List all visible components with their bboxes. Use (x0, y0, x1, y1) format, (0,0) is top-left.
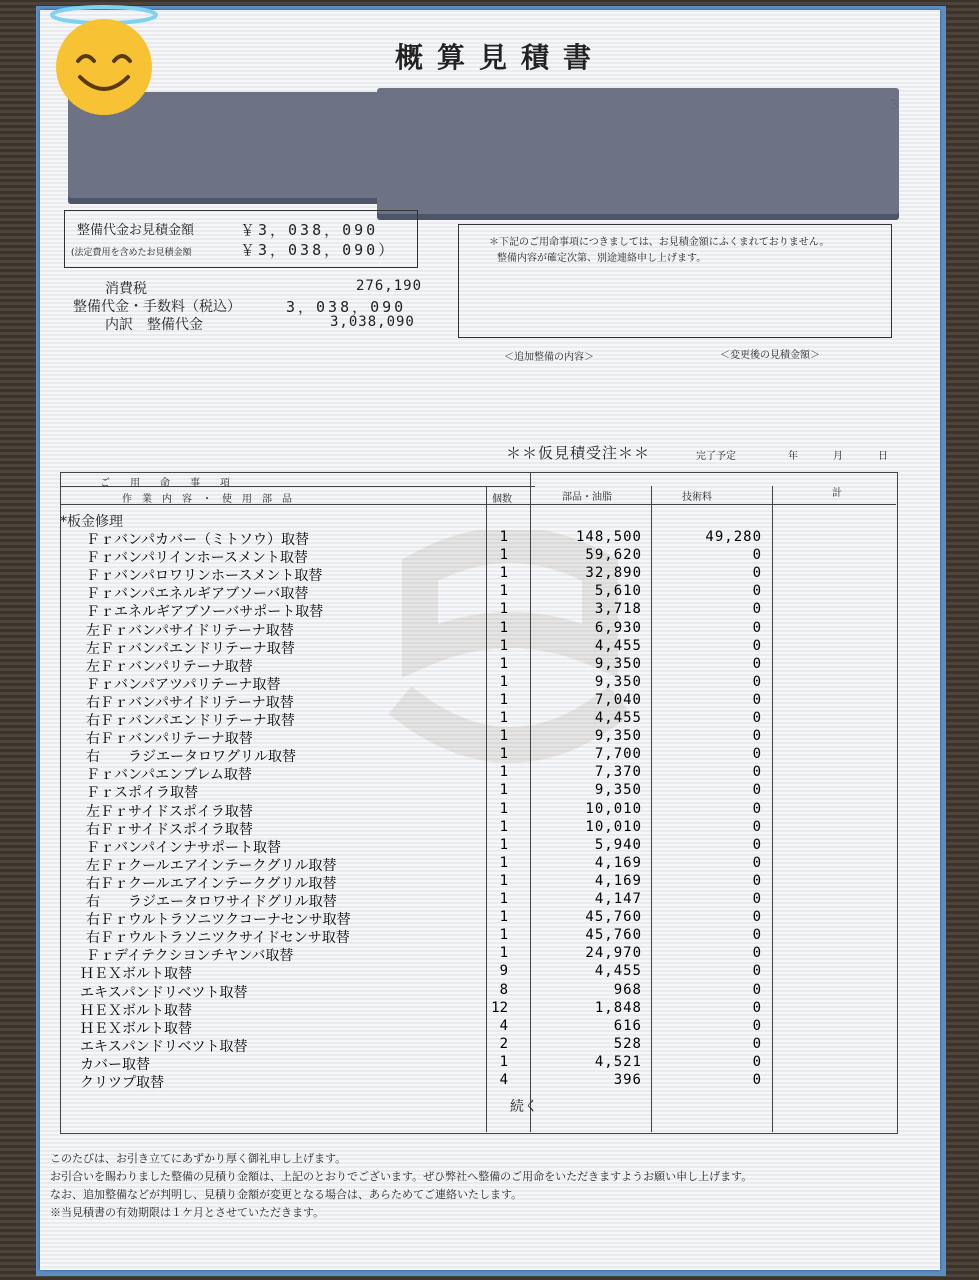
item-tech-fee: 0 (752, 891, 762, 907)
item-tech-fee: 0 (752, 583, 762, 600)
header-total: 計 (832, 488, 842, 499)
item-tech-fee: 0 (752, 728, 762, 745)
item-name: クリツプ取替 (80, 1075, 164, 1091)
item-parts-price: 32,890 (585, 565, 642, 582)
item-parts-price: 9,350 (594, 728, 642, 745)
item-parts-price: 10,010 (585, 818, 642, 835)
redacted-shop-block (377, 88, 899, 214)
item-tech-fee: 0 (752, 945, 762, 962)
table-row (60, 710, 896, 728)
item-quantity: 1 (499, 583, 508, 600)
item-tech-fee: 0 (752, 909, 762, 926)
item-quantity: 1 (499, 927, 508, 944)
item-quantity: 1 (499, 836, 508, 853)
item-quantity: 1 (499, 945, 508, 962)
item-name: 右Ｆｒバンパサイドリテーナ取替 (86, 694, 294, 711)
item-parts-price: 968 (613, 981, 642, 998)
notice-line-2: 整備内容が確定次第、別途連絡申し上げます。 (497, 253, 707, 264)
item-tech-fee: 0 (752, 619, 762, 636)
item-quantity: 4 (499, 1072, 508, 1088)
item-quantity: 1 (499, 655, 508, 672)
table-row (60, 801, 896, 819)
item-name: カバー取替 (80, 1056, 150, 1073)
item-name: Ｆｒバンパアツパリテーナ取替 (86, 676, 281, 693)
table-row (60, 764, 896, 782)
item-tech-fee: 0 (752, 927, 762, 944)
footer-line-1: このたびは、お引き立てにあずかり厚く御礼申し上げます。 (50, 1152, 347, 1165)
table-row (60, 674, 896, 692)
item-tech-fee: 0 (752, 565, 762, 582)
item-name: 左Ｆｒバンパリテーナ取替 (86, 658, 253, 675)
item-tech-fee: 0 (752, 981, 762, 998)
item-parts-price: 3,718 (594, 601, 642, 618)
breakdown-label: 内訳 整備代金 (105, 317, 203, 333)
item-name: 右Ｆｒバンパエンドリテーナ取替 (86, 713, 295, 729)
item-parts-price: 4,147 (594, 891, 642, 907)
item-tech-fee: 0 (752, 655, 762, 672)
section-sheet-metal-repair: *板金修理 (60, 514, 123, 530)
item-name: ＨＥＸボルト取替 (80, 1002, 192, 1019)
item-quantity: 1 (499, 872, 508, 889)
total-label: 整備代金・手数料（税込） (73, 299, 241, 315)
header-order-items: ご 用 命 事 項 (100, 478, 230, 489)
item-quantity: 1 (499, 710, 508, 726)
item-tech-fee: 0 (752, 1072, 762, 1088)
item-name: Ｆｒエネルギアブソーバサポート取替 (86, 604, 324, 621)
item-quantity: 1 (499, 619, 508, 636)
additional-work-notice-box (458, 224, 892, 338)
item-parts-price: 9,350 (594, 655, 642, 672)
item-parts-price: 4,455 (594, 710, 642, 726)
item-quantity: 1 (499, 673, 508, 690)
item-tech-fee: 0 (752, 547, 762, 564)
redacted-edge-fragment: 3 (890, 98, 899, 113)
item-quantity: 1 (499, 601, 508, 618)
item-tech-fee: 0 (752, 691, 762, 708)
item-parts-price: 24,970 (585, 945, 642, 962)
item-parts-price: 4,169 (594, 854, 642, 871)
item-tech-fee: 0 (752, 963, 762, 980)
item-quantity: 8 (499, 981, 508, 998)
table-row (60, 1018, 896, 1036)
item-name: 左Ｆｒバンパエンドリテーナ取替 (86, 640, 295, 657)
table-row (60, 1054, 896, 1072)
item-tech-fee: 49,280 (705, 529, 762, 545)
item-parts-price: 616 (613, 1017, 642, 1034)
item-quantity: 1 (499, 800, 508, 817)
table-row (60, 963, 896, 981)
item-tech-fee: 0 (752, 710, 762, 726)
item-name: ＨＥＸボルト取替 (80, 966, 192, 983)
table-row (60, 746, 896, 764)
item-name: 右 ラジエータロワサイドグリル取替 (86, 894, 337, 910)
item-quantity: 1 (499, 728, 508, 745)
item-name: Ｆｒバンパロワリンホースメント取替 (86, 568, 323, 585)
item-quantity: 1 (499, 691, 508, 708)
item-tech-fee: 0 (752, 854, 762, 871)
item-parts-price: 59,620 (585, 547, 642, 564)
item-parts-price: 7,370 (594, 764, 642, 781)
table-row (60, 565, 896, 583)
item-tech-fee: 0 (752, 764, 762, 781)
item-tech-fee: 0 (752, 1053, 762, 1070)
item-quantity: 4 (499, 1017, 508, 1034)
item-parts-price: 6,930 (594, 619, 642, 636)
table-row (60, 656, 896, 674)
item-parts-price: 4,521 (594, 1053, 642, 1070)
item-parts-price: 4,169 (594, 872, 642, 889)
item-tech-fee: 0 (752, 800, 762, 817)
item-parts-price: 5,940 (594, 836, 642, 853)
item-parts-price: 9,350 (594, 782, 642, 799)
item-name: Ｆｒバンパリインホースメント取替 (86, 550, 308, 567)
item-name: Ｆｒスポイラ取替 (86, 785, 198, 802)
item-name: 右Ｆｒサイドスポイラ取替 (86, 821, 253, 838)
item-name: Ｆｒバンパインナサポート取替 (86, 839, 282, 856)
item-quantity: 1 (499, 529, 508, 545)
item-name: エキスパンドリベツト取替 (80, 1038, 248, 1055)
item-name: 左Ｆｒバンパサイドリテーナ取替 (86, 622, 294, 639)
item-name: 右Ｆｒクールエアインテークグリル取替 (86, 875, 337, 892)
item-parts-price: 1,848 (594, 999, 642, 1016)
item-quantity: 1 (499, 637, 508, 654)
estimate-amount-box (64, 210, 418, 268)
table-row (60, 620, 896, 638)
item-tech-fee: 0 (752, 1017, 762, 1034)
item-quantity: 1 (499, 1053, 508, 1070)
tax-value: 276,190 (356, 278, 423, 294)
header-work-content: 作 業 内 容 ・ 使 用 部 品 (122, 494, 292, 505)
table-row (60, 529, 896, 547)
item-name: 右Ｆｒウルトラソニツクコーナセンサ取替 (86, 912, 351, 929)
item-name: 右Ｆｒバンパリテーナ取替 (86, 731, 253, 748)
table-row (60, 1036, 896, 1054)
estimate-document (40, 10, 940, 1270)
legal-label: (法定費用を含めたお見積金額 (71, 248, 192, 258)
completion-day: 日 (878, 451, 888, 462)
table-row (60, 638, 896, 656)
table-row (60, 1000, 896, 1018)
table-row (60, 891, 896, 909)
completion-label: 完了予定 (696, 451, 736, 462)
estimate-label: 整備代金お見積金額 (77, 223, 195, 238)
continued-label: 続く (510, 1099, 538, 1115)
item-parts-price: 45,760 (585, 927, 642, 944)
header-quantity: 個数 (492, 494, 512, 505)
item-parts-price: 4,455 (594, 963, 642, 980)
item-quantity: 1 (499, 746, 508, 763)
table-row (60, 547, 896, 565)
notice-line-1: ＊下記のご用命事項につきましては、お見積金額にふくまれておりません。 (489, 237, 830, 248)
item-name: エキスパンドリベツト取替 (80, 984, 248, 1001)
item-quantity: 1 (499, 782, 508, 799)
completion-month: 月 (833, 451, 843, 462)
item-name: Ｆｒバンパエネルギアブソーバ取替 (86, 586, 309, 603)
breakdown-value: 3,038,090 (330, 314, 415, 330)
item-parts-price: 7,040 (594, 691, 642, 708)
item-name: 右 ラジエータロワグリル取替 (86, 749, 296, 766)
item-parts-price: 528 (613, 1035, 642, 1052)
item-tech-fee: 0 (752, 601, 762, 618)
table-row (60, 837, 896, 855)
item-parts-price: 4,455 (594, 637, 642, 654)
item-tech-fee: 0 (752, 836, 762, 853)
table-row (60, 583, 896, 601)
item-name: 左Ｆｒクールエアインテークグリル取替 (86, 857, 337, 874)
item-quantity: 1 (499, 565, 508, 582)
item-name: Ｆｒバンパカバー（ミトソウ）取替 (86, 532, 310, 548)
additional-work-label: ＜追加整備の内容＞ (504, 352, 594, 363)
item-quantity: 1 (499, 547, 508, 564)
item-parts-price: 9,350 (594, 673, 642, 690)
item-quantity: 1 (499, 854, 508, 871)
item-parts-price: 148,500 (575, 529, 642, 545)
item-tech-fee: 0 (752, 673, 762, 690)
table-row (60, 909, 896, 927)
item-parts-price: 5,610 (594, 583, 642, 600)
table-row (60, 945, 896, 963)
header-tech-fee: 技術料 (682, 492, 712, 503)
item-parts-price: 45,760 (585, 909, 642, 926)
table-row (60, 927, 896, 945)
item-parts-price: 10,010 (585, 800, 642, 817)
item-name: 左Ｆｒサイドスポイラ取替 (86, 803, 253, 820)
item-name: Ｆｒバンパエンブレム取替 (86, 767, 252, 784)
tax-label: 消費税 (105, 281, 147, 297)
table-row (60, 692, 896, 710)
item-parts-price: 7,700 (594, 746, 642, 763)
item-quantity: 1 (499, 909, 508, 926)
item-parts-price: 396 (613, 1072, 642, 1088)
footer-line-2: お引合いを賜わりました整備の見積り金額は、上記のとおりでございます。ぜひ弊社へ整備のご用命をいただきますようお願い申し上げます。 (50, 1170, 753, 1183)
item-tech-fee: 0 (752, 746, 762, 763)
item-tech-fee: 0 (752, 1035, 762, 1052)
table-row (60, 601, 896, 619)
item-name: Ｆｒデイテクシヨンチヤンバ取替 (86, 948, 294, 965)
smiling-face-with-halo-emoji (48, 5, 160, 117)
item-quantity: 2 (499, 1035, 508, 1052)
item-quantity: 1 (499, 764, 508, 781)
table-row (60, 782, 896, 800)
item-tech-fee: 0 (752, 999, 762, 1016)
changed-estimate-label: ＜変更後の見積金額＞ (720, 350, 820, 361)
item-quantity: 1 (499, 891, 508, 907)
legal-value: ￥3，038，090） (240, 241, 397, 259)
table-row (60, 1072, 896, 1090)
completion-year: 年 (788, 451, 798, 462)
item-tech-fee: 0 (752, 872, 762, 889)
item-tech-fee: 0 (752, 637, 762, 654)
table-row (60, 982, 896, 1000)
table-row (60, 819, 896, 837)
footer-line-4: ※当見積書の有効期限は１ケ月とさせていただきます。 (50, 1206, 325, 1219)
document-title: 概算見積書 (395, 41, 606, 74)
estimate-value: ￥3，038，090 (240, 221, 379, 239)
item-quantity: 12 (491, 999, 508, 1016)
item-tech-fee: 0 (752, 782, 762, 799)
item-tech-fee: 0 (752, 818, 762, 835)
item-name: 右Ｆｒウルトラソニツクサイドセンサ取替 (86, 930, 350, 947)
table-row (60, 855, 896, 873)
header-parts: 部品・油脂 (562, 492, 612, 503)
item-quantity: 9 (499, 963, 508, 980)
table-row (60, 873, 896, 891)
total-value: 3，038，090 (286, 298, 407, 316)
item-name: ＨＥＸボルト取替 (80, 1020, 192, 1037)
footer-line-3: なお、追加整備などが判明し、見積り金額が変更となる場合は、あらためてご連絡いたします。 (50, 1188, 523, 1201)
provisional-order-label: ＊＊仮見積受注＊＊ (506, 444, 651, 462)
item-quantity: 1 (499, 818, 508, 835)
table-row (60, 728, 896, 746)
